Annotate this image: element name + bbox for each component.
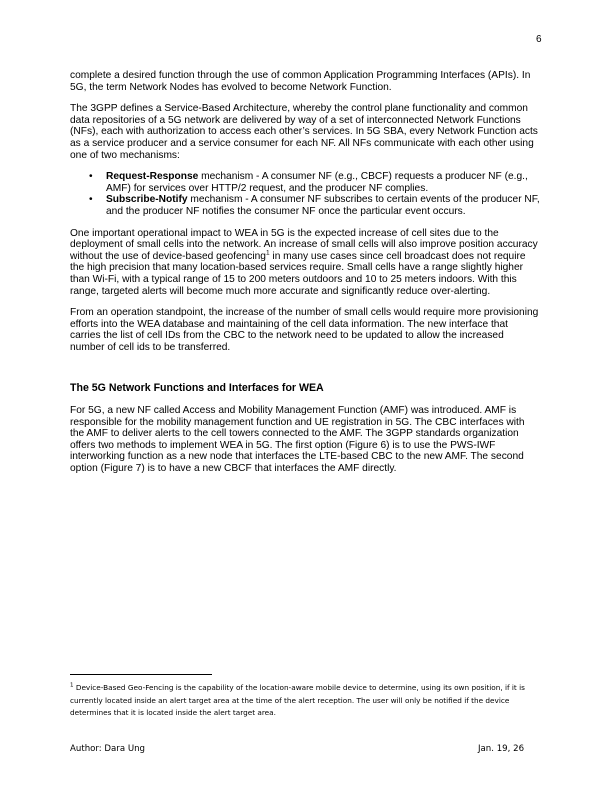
footer-author: Author: Dara Ung — [70, 744, 146, 754]
paragraph-amf: For 5G, a new NF called Access and Mobility Management Function (AMF) was introduced. AMF is responsible for the mobility management function and UE registration in 5G. The CBC interfaces with the AMF to deliver alerts to the cell towers connected to the AMF. The 3GPP standards organization offers two methods to implement WEA in 5G. The first option (Figure 6) is to use the PWS-IWF interworking function as a new node that interfaces the LTE-based CBC to the new AMF. The second option (Figure 7) is to have a new CBCF that interfaces the AMF directly. — [70, 405, 525, 475]
footnote-marker: 1 — [70, 682, 74, 689]
bullet-icon: • — [89, 171, 93, 183]
list-item-text: mechanism - A consumer NF subscribes to certain events of the producer NF, and the producer NF notifies the consumer NF once the particular event occurs. — [106, 194, 540, 217]
list-item-term: Request-Response — [106, 171, 199, 183]
section-heading: The 5G Network Functions and Interfaces for WEA — [70, 382, 324, 395]
paragraph-api-intro: complete a desired function through the use of common Application Programming Interfaces (APIs). In 5G, the term Network Nodes has evolved to become Network Function. — [70, 70, 531, 93]
paragraph-small-cells — [70, 228, 540, 298]
list-item — [89, 171, 540, 194]
paragraph-sba: The 3GPP defines a Service-Based Architecture, whereby the control plane functionality and common data repositories of a 5G network are delivered by way of a set of interconnected Network Functions (NFs), each with authorization to access each other’s services. In 5G SBA, every Network Function acts as a service producer and a service consumer for each NF. All NFs communicate with each other using one of two mechanisms: — [70, 103, 538, 161]
list-item-text: mechanism - A consumer NF (e.g., CBCF) requests a producer NF (e.g., AMF) for services over HTTP/2 request, and the producer NF complies. — [106, 171, 528, 194]
footnote-divider — [70, 674, 212, 675]
bullet-icon: • — [89, 194, 93, 206]
list-item — [89, 194, 540, 217]
paragraph-text: in many use cases since cell broadcast does not require the high precision that many location-based services require. Small cells have a range slightly higher than Wi-Fi, with a typical range of 15 to 200 meters outdoors and 10 to 25 meters indoors. With this range, targeted alerts will become much more accurate and significantly reduce over-alerting. — [70, 250, 526, 297]
footnote — [70, 682, 538, 720]
list-item-term: Subscribe-Notify — [106, 194, 188, 206]
footer-date: Jan. 19, 26 — [478, 744, 525, 754]
footnote-reference[interactable]: 1 — [265, 249, 270, 257]
page-body — [70, 70, 540, 485]
mechanism-list — [70, 171, 540, 217]
paragraph-provisioning: From an operation standpoint, the increase of the number of small cells would require more provisioning efforts into the WEA database and maintaining of the cell data information. The new interface that carries the list of cell IDs from the CBC to the network need to be updated to allow the increased number of cell ids to be transferred. — [70, 307, 539, 353]
footnote-text: Device-Based Geo-Fencing is the capability of the location-aware mobile device to determine, using its own position, if it is currently located inside an alert target area at the time of the alert reception. The user will only be notified if the device determines that it is located inside the alert target area. — [70, 683, 525, 717]
page-number: 6 — [536, 34, 542, 45]
paragraph-text: One important operational impact to WEA in 5G is the expected increase of cell sites due to the deployment of small cells into the network. An increase of small cells will also improve position accuracy without the use of device-based geofencing — [70, 227, 538, 262]
